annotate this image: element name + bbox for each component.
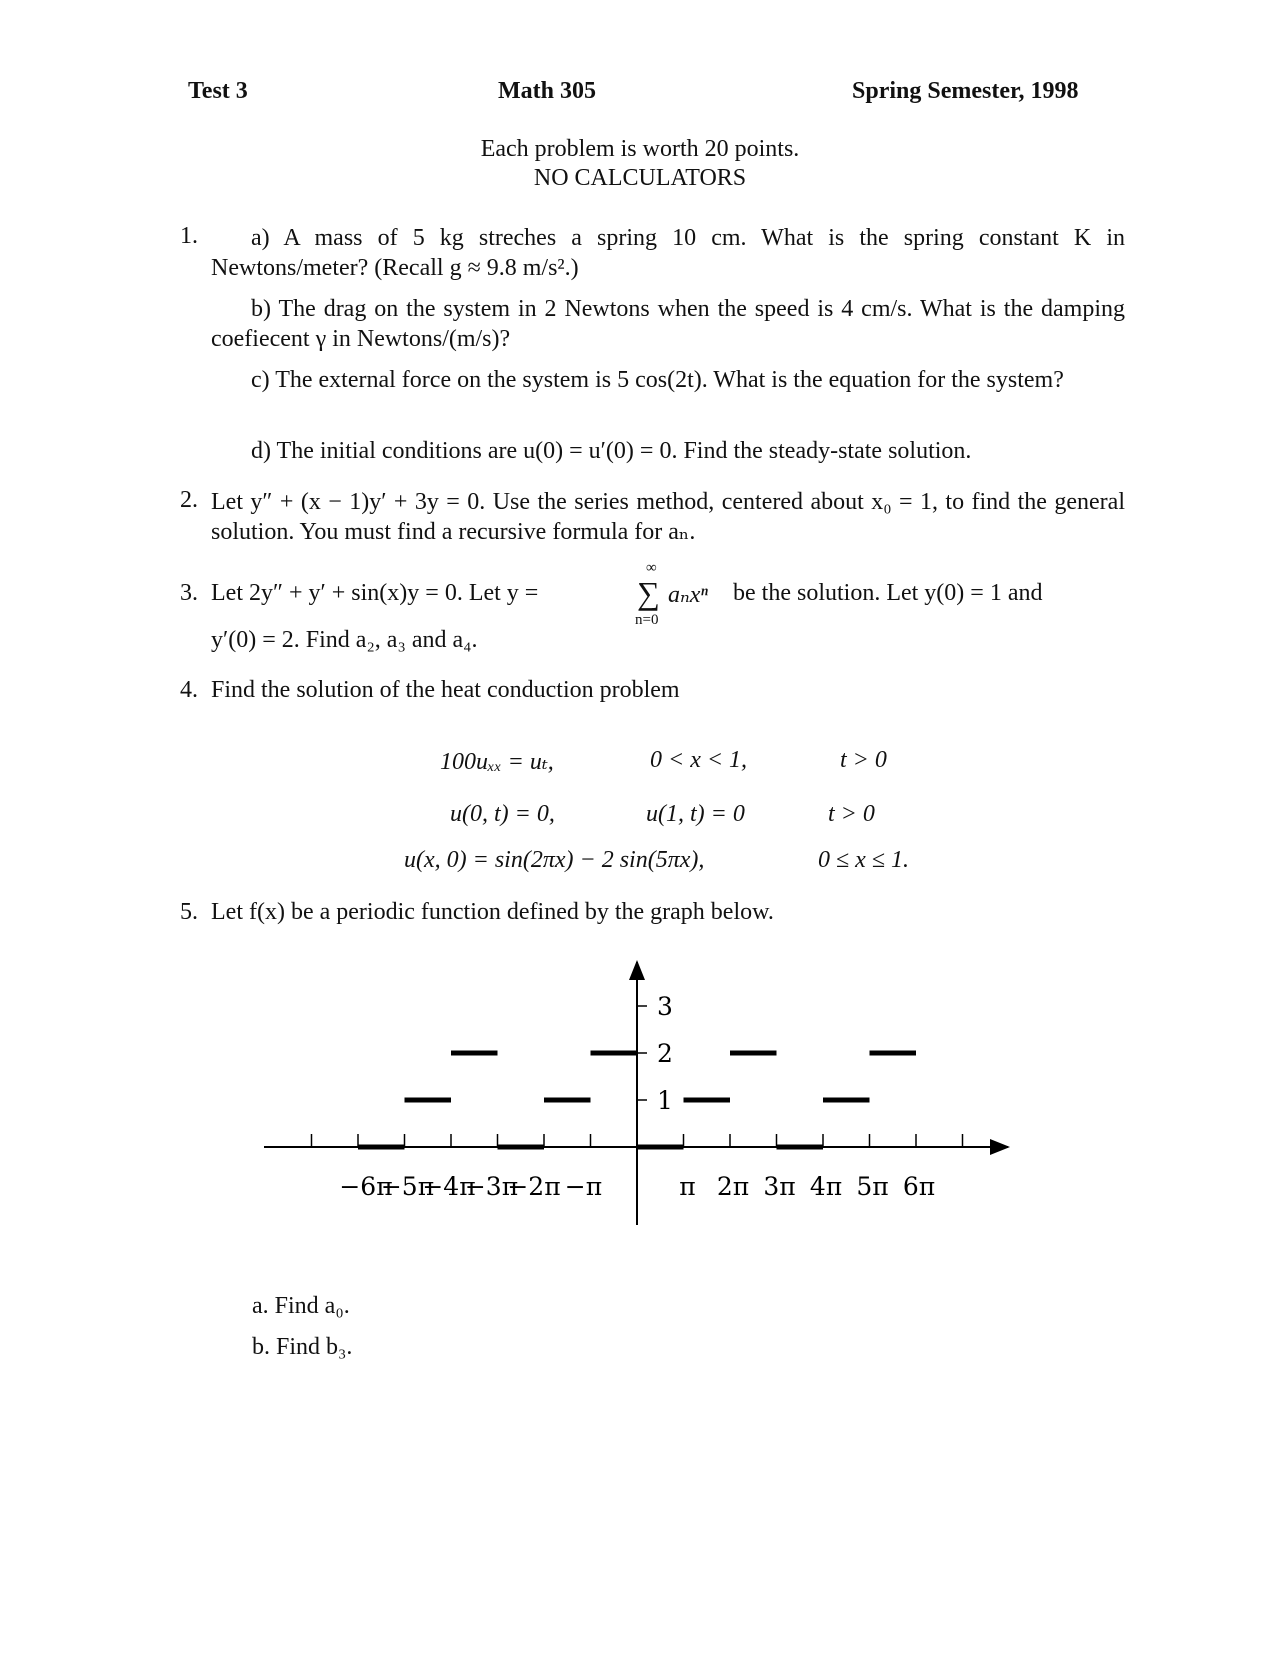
x-tick-label: −π — [564, 1172, 603, 1201]
pde-equation: 100uₓₓ = uₜ, — [440, 749, 554, 775]
problem-3-intro: Let 2y″ + y′ + sin(x)y = 0. Let y = — [211, 580, 539, 606]
problem-4-number: 4. — [180, 677, 198, 703]
x-tick-label: −3π — [464, 1172, 519, 1201]
problem-2-text: Let y″ + (x − 1)y′ + 3y = 0. Use the series method, centered about x₀ = 1, to find the general solution. You must find a recursive formula for aₙ. — [211, 489, 1125, 545]
pde-time-domain: t > 0 — [840, 747, 887, 773]
y-tick-label: 3 — [657, 992, 673, 1021]
x-tick-label: 3π — [763, 1172, 796, 1201]
problem-3-number: 3. — [180, 580, 198, 606]
x-tick-label: −6π — [339, 1172, 393, 1201]
initial-condition: u(x, 0) = sin(2πx) − 2 sin(5πx), — [404, 847, 705, 873]
header-test: Test 3 — [188, 78, 248, 104]
problem-5-number: 5. — [180, 899, 198, 925]
problem-1a: a) A mass of 5 kg streches a spring 10 cm. What is the spring constant K in Newtons/meter? (Recall g ≈ 9.8 m/s².) — [211, 225, 1125, 281]
problem-1d: d) The initial conditions are u(0) = u′(0) = 0. Find the steady-state solution. — [251, 438, 972, 464]
boundary-right: u(1, t) = 0 — [646, 801, 745, 827]
boundary-left: u(0, t) = 0, — [450, 801, 555, 827]
x-tick-label: 4π — [809, 1172, 843, 1201]
problem-3-line2: y′(0) = 2. Find a₂, a₃ and a₄. — [211, 627, 478, 653]
x-tick-label: 5π — [856, 1172, 889, 1201]
x-tick-label: −2π — [507, 1172, 561, 1201]
header-course: Math 305 — [498, 78, 596, 104]
no-calculators-note: NO CALCULATORS — [533, 165, 747, 191]
problem-1c: c) The external force on the system is 5 cos(2t). What is the equation for the system? — [251, 367, 1064, 393]
problem-5-text: Let f(x) be a periodic function defined by the graph below. — [211, 899, 774, 925]
sum-upper-limit: ∞ — [646, 560, 657, 576]
sum-term: aₙxⁿ — [668, 582, 708, 608]
x-tick-label: 6π — [902, 1172, 936, 1201]
problem-5-part-b: b. Find b₃. — [252, 1334, 353, 1360]
x-tick-label: −4π — [422, 1172, 476, 1201]
boundary-time-domain: t > 0 — [828, 801, 875, 827]
problem-5-part-a: a. Find a₀. — [252, 1293, 350, 1319]
problem-2-number: 2. — [180, 487, 198, 513]
header-semester: Spring Semester, 1998 — [852, 78, 1079, 104]
pde-space-domain: 0 < x < 1, — [650, 747, 748, 773]
x-tick-label: π — [679, 1172, 696, 1201]
sum-lower-limit: n=0 — [635, 612, 659, 628]
problem-1b: b) The drag on the system in 2 Newtons when the speed is 4 cm/s. What is the damping coefiecent γ in Newtons/(m/s)? — [211, 296, 1125, 352]
x-tick-label: −5π — [380, 1172, 435, 1201]
problem-1-number: 1. — [180, 223, 198, 249]
x-tick-label: 2π — [716, 1172, 750, 1201]
sum-symbol: ∑ — [637, 575, 660, 611]
problem-3-rest: be the solution. Let y(0) = 1 and — [733, 580, 1043, 606]
y-tick-label: 1 — [657, 1086, 673, 1115]
points-note: Each problem is worth 20 points. — [480, 136, 800, 162]
initial-domain: 0 ≤ x ≤ 1. — [818, 847, 909, 873]
y-tick-label: 2 — [657, 1039, 673, 1068]
problem-4-text: Find the solution of the heat conduction problem — [211, 677, 680, 703]
